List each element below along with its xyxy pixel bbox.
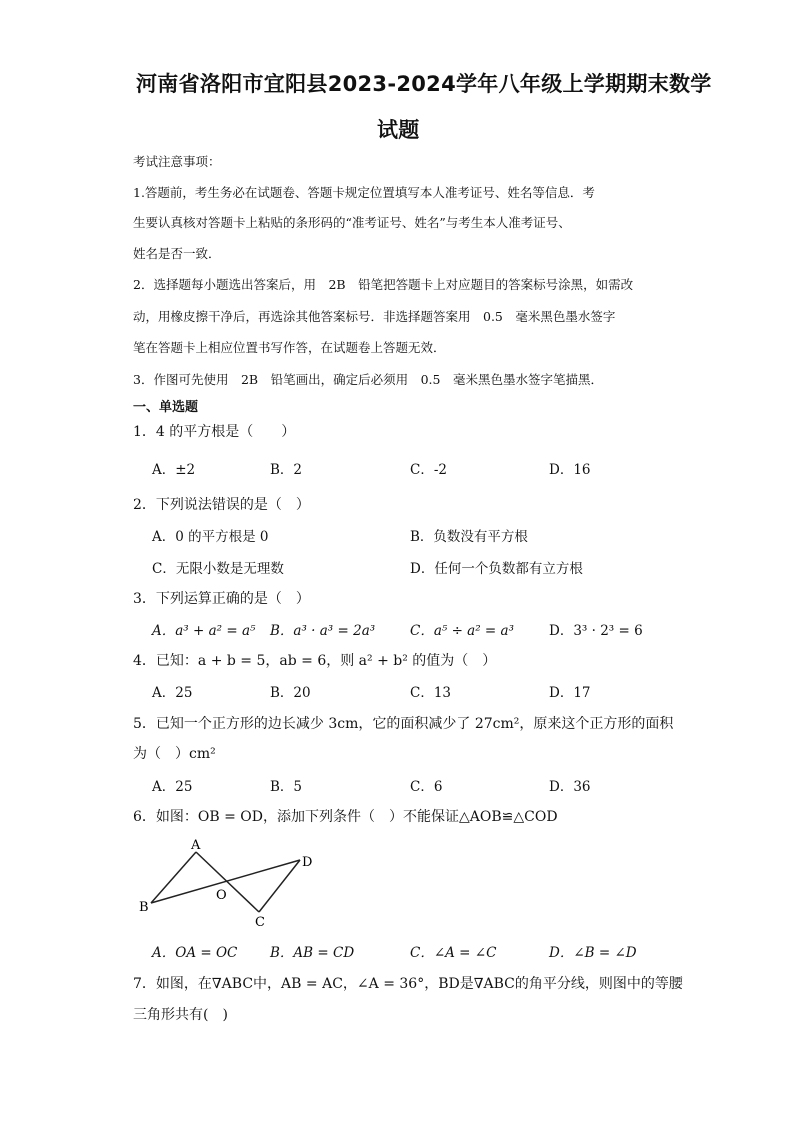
label-o: O: [216, 888, 227, 903]
question-6-stem: 6．如图：OB = OD，添加下列条件（ ）不能保证△AOB≌△COD: [133, 809, 558, 825]
question-2-option-a: A．0 的平方根是 0: [152, 529, 269, 545]
notice-line: 2．选择题每小题选出答案后，用 2B 铅笔把答题卡上对应题目的答案标号涂黑，如需改: [133, 277, 634, 292]
question-4-option-d: D．17: [549, 685, 591, 701]
segment-ac: [196, 852, 259, 912]
notice-line: 笔在答题卡上相应位置书写作答，在试题卷上答题无效．: [133, 340, 446, 355]
question-6-option-b: B．AB = CD: [270, 945, 355, 961]
segment-cd: [259, 860, 300, 912]
question-6-figure: [135, 835, 325, 930]
document-title-line1: 河南省洛阳市宜阳县2023-2024学年八年级上学期期末数学: [136, 72, 712, 96]
question-7-stem-line1: 7．如图，在∇ABC中，AB = AC，∠A = 36°，BD是∇ABC的角平分线，则图中的等腰: [133, 976, 683, 992]
question-1-option-b: B．2: [270, 462, 303, 478]
question-2-option-b: B．负数没有平方根: [410, 529, 528, 545]
question-2-option-c: C．无限小数是无理数: [152, 561, 284, 577]
question-7-stem-line2: 三角形共有( ): [133, 1007, 228, 1023]
question-6-option-d: D．∠B = ∠D: [549, 945, 637, 961]
question-4-option-c: C．13: [410, 685, 452, 701]
notice-line: 3．作图可先使用 2B 铅笔画出，确定后必须用 0.5 毫米黑色墨水签字笔描黑．: [133, 372, 603, 387]
notice-heading: 考试注意事项：: [133, 154, 221, 169]
question-1-option-c: C．-2: [410, 462, 447, 478]
question-4-stem: 4．已知：a + b = 5，ab = 6，则 a² + b² 的值为（ ）: [133, 653, 497, 669]
question-6-option-c: C．∠A = ∠C: [410, 945, 497, 961]
label-a: A: [191, 838, 201, 853]
question-6-option-a: A．OA = OC: [152, 945, 238, 961]
question-3-option-b: B．a³ · a³ = 2a³: [270, 623, 376, 639]
question-5-option-a: A．25: [152, 779, 193, 795]
notice-line: 1.答题前，考生务必在试题卷、答题卡规定位置填写本人准考证号、姓名等信息．考: [133, 185, 595, 200]
notice-line: 生要认真核对答题卡上粘贴的条形码的“准考证号、姓名”与考生本人准考证号、: [133, 215, 571, 230]
question-3-option-a: A．a³ + a² = a⁵: [152, 623, 256, 639]
question-3-option-c: C．a⁵ ÷ a² = a³: [410, 623, 514, 639]
segment-ab: [151, 852, 196, 903]
question-5-option-c: C．6: [410, 779, 443, 795]
notice-line: 姓名是否一致．: [133, 246, 221, 261]
question-3-option-d: D．3³ · 2³ = 6: [549, 623, 643, 639]
notice-line: 动，用橡皮擦干净后，再选涂其他答案标号．非选择题答案用 0.5 毫米黑色墨水签字: [133, 309, 616, 324]
question-5-option-d: D．36: [549, 779, 591, 795]
question-4-option-b: B．20: [270, 685, 311, 701]
question-1-option-a: A．±2: [152, 462, 196, 478]
question-3-stem: 3．下列运算正确的是（ ）: [133, 591, 310, 607]
label-d: D: [302, 855, 313, 870]
document-title-line2: 试题: [377, 118, 420, 142]
question-5-stem-line1: 5．已知一个正方形的边长减少 3cm，它的面积减少了 27cm²，原来这个正方形的面积: [133, 716, 674, 732]
label-b: B: [139, 900, 149, 915]
question-1-option-d: D．16: [549, 462, 591, 478]
question-2-stem: 2．下列说法错误的是（ ）: [133, 497, 310, 513]
question-5-option-b: B．5: [270, 779, 303, 795]
question-4-option-a: A．25: [152, 685, 193, 701]
label-c: C: [255, 915, 265, 930]
section-heading: 一、单选题: [133, 400, 199, 415]
question-1-stem: 1．4 的平方根是（ ）: [133, 424, 296, 440]
question-5-stem-line2: 为（ ）cm²: [133, 746, 216, 762]
question-2-option-d: D．任何一个负数都有立方根: [410, 561, 583, 577]
